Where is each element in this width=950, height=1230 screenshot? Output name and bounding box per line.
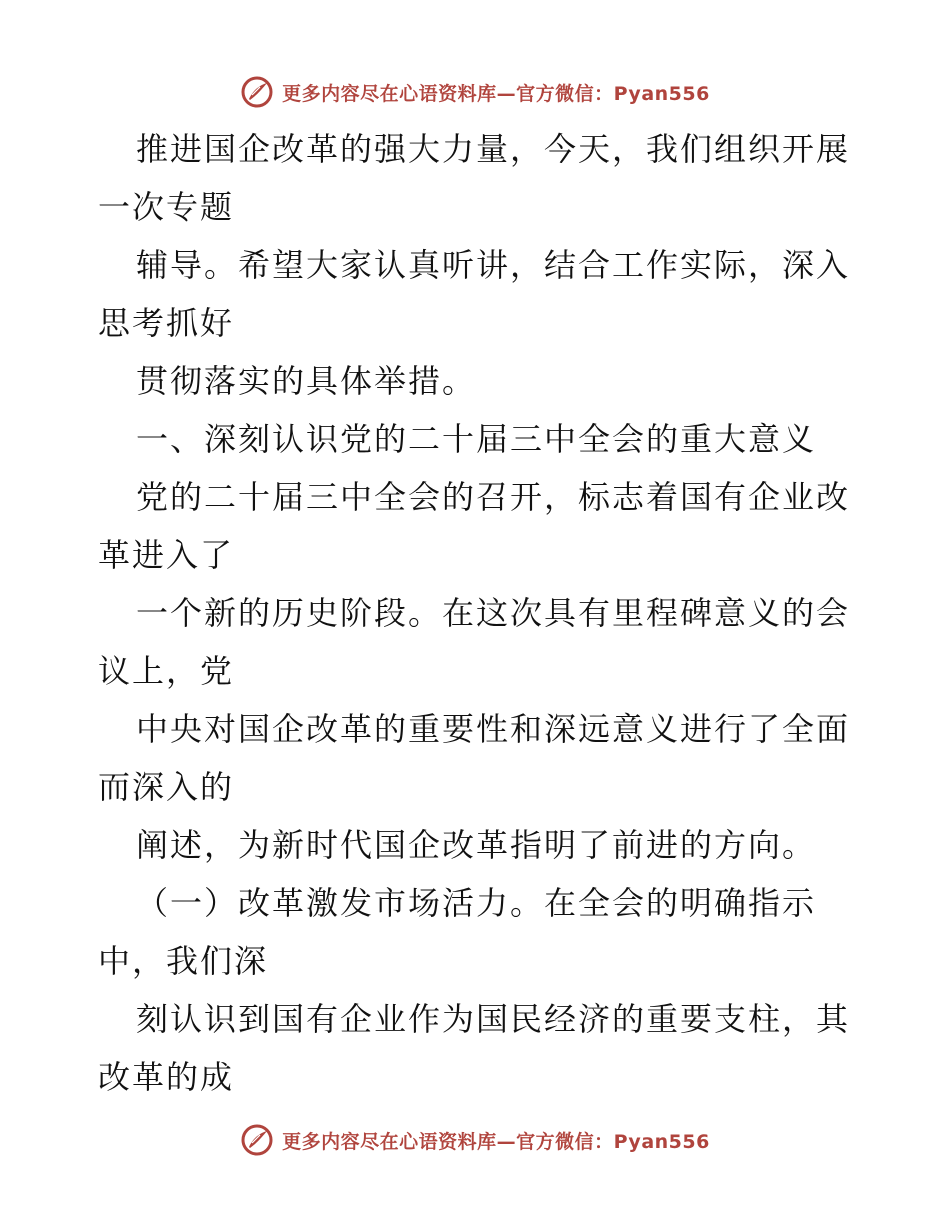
body-line-10: 议上，党: [98, 652, 235, 690]
body-line-13: 阐述，为新时代国企改革指明了前进的方向。: [136, 826, 817, 864]
body-line-1: 推进国企改革的强大力量，今天，我们组织开展: [136, 130, 851, 168]
body-line-4: 思考抓好: [98, 304, 235, 342]
body-line-11: 中央对国企改革的重要性和深远意义进行了全面: [136, 710, 851, 748]
red-feather-pen-logo-icon: [240, 75, 274, 109]
document-body: [98, 120, 858, 1106]
red-feather-pen-logo-icon: [240, 1123, 274, 1157]
body-line-7: 党的二十届三中全会的召开，标志着国有企业改: [136, 478, 851, 516]
footer-text: 更多内容尽在心语资料库—官方微信：Pyan556: [282, 1130, 710, 1153]
page-header-banner: [0, 72, 950, 112]
body-line-16: 刻认识到国有企业作为国民经济的重要支柱，其: [136, 1000, 851, 1038]
page-footer-banner: [0, 1120, 950, 1160]
body-line-9: 一个新的历史阶段。在这次具有里程碑意义的会: [136, 594, 851, 632]
body-line-2: 一次专题: [98, 188, 235, 226]
body-line-17: 改革的成: [98, 1058, 235, 1096]
header-text: 更多内容尽在心语资料库—官方微信：Pyan556: [282, 82, 710, 105]
body-line-12: 而深入的: [98, 768, 235, 806]
body-line-5: 贯彻落实的具体举措。: [136, 362, 477, 400]
body-line-8: 革进入了: [98, 536, 235, 574]
body-line-15: 中，我们深: [98, 942, 269, 980]
section-heading-1: 一、深刻认识党的二十届三中全会的重大意义: [136, 420, 817, 458]
subheading-1: （一）改革激发市场活力。在全会的明确指示: [136, 884, 817, 922]
body-line-3: 辅导。希望大家认真听讲，结合工作实际，深入: [136, 246, 851, 284]
